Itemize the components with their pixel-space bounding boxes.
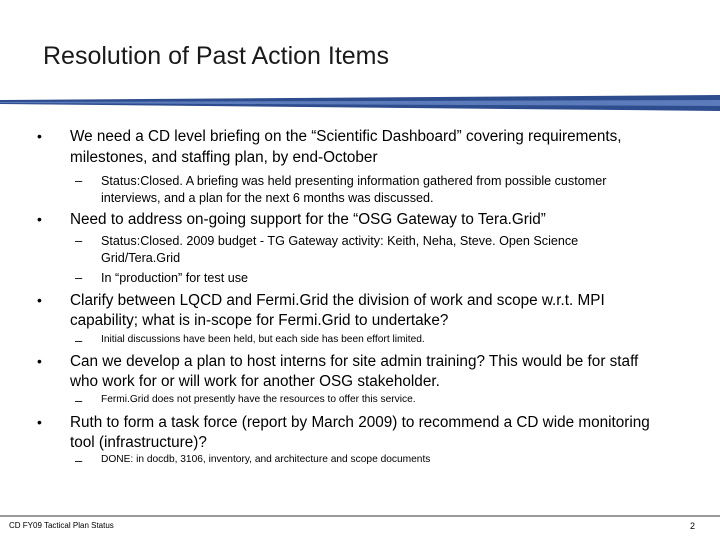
sub-bullet-marker: – (75, 270, 83, 285)
title-underline (0, 95, 720, 111)
bullet-marker: • (37, 292, 42, 308)
page-number: 2 (689, 521, 695, 531)
sub-bullet-marker: – (75, 333, 83, 348)
bullet-marker: • (37, 211, 42, 227)
bullet-marker: • (37, 414, 42, 430)
item-text-line: We need a CD level briefing on the “Scientific Dashboard” covering requirements, (70, 128, 622, 145)
item-text-line: Ruth to form a task force (report by March 2009) to recommend a CD wide monitoring (70, 414, 650, 431)
slide-title: Resolution of Past Action Items (43, 42, 390, 70)
bullet-marker: • (37, 128, 42, 144)
sub-bullet-marker: – (75, 173, 83, 188)
sub-item-text-line: DONE: in docdb, 3106, inventory, and architecture and scope documents (101, 454, 431, 465)
item-text-line: milestones, and staffing plan, by end-October (70, 149, 378, 166)
bullet-marker: • (37, 353, 42, 369)
sub-item-text-line: Initial discussions have been held, but each side has been effort limited. (101, 334, 425, 345)
sub-item-text-line: Fermi.Grid does not presently have the resources to offer this service. (101, 394, 416, 405)
sub-bullet-marker: – (75, 233, 83, 248)
footer-label: CD FY09 Tactical Plan Status (9, 521, 114, 530)
item-text-line: Can we develop a plan to host interns for site admin training? This would be for staff (70, 353, 639, 370)
sub-item-text-line: In “production” for test use (101, 271, 248, 285)
sub-bullet-marker: – (75, 453, 83, 468)
sub-item-text-line: Status:Closed. 2009 budget - TG Gateway activity: Keith, Neha, Steve. Open Science (101, 234, 579, 248)
sub-item-text-line: Status:Closed. A briefing was held presenting information gathered from possible customer (101, 174, 607, 188)
sub-item-text-line: interviews, and a plan for the next 6 months was discussed. (101, 191, 434, 205)
item-text-line: Clarify between LQCD and Fermi.Grid the division of work and scope w.r.t. MPI (70, 292, 605, 309)
footer-divider (0, 515, 720, 517)
item-text-line: who work for or will work for another OSG stakeholder. (70, 373, 440, 390)
item-text-line: capability; what is in-scope for Fermi.Grid to undertake? (70, 312, 449, 329)
sub-item-text-line: Grid/Tera.Grid (101, 251, 181, 265)
sub-bullet-marker: – (75, 393, 83, 408)
item-text-line: Need to address on-going support for the “OSG Gateway to Tera.Grid” (70, 211, 546, 228)
item-text-line: tool (infrastructure)? (70, 434, 207, 451)
